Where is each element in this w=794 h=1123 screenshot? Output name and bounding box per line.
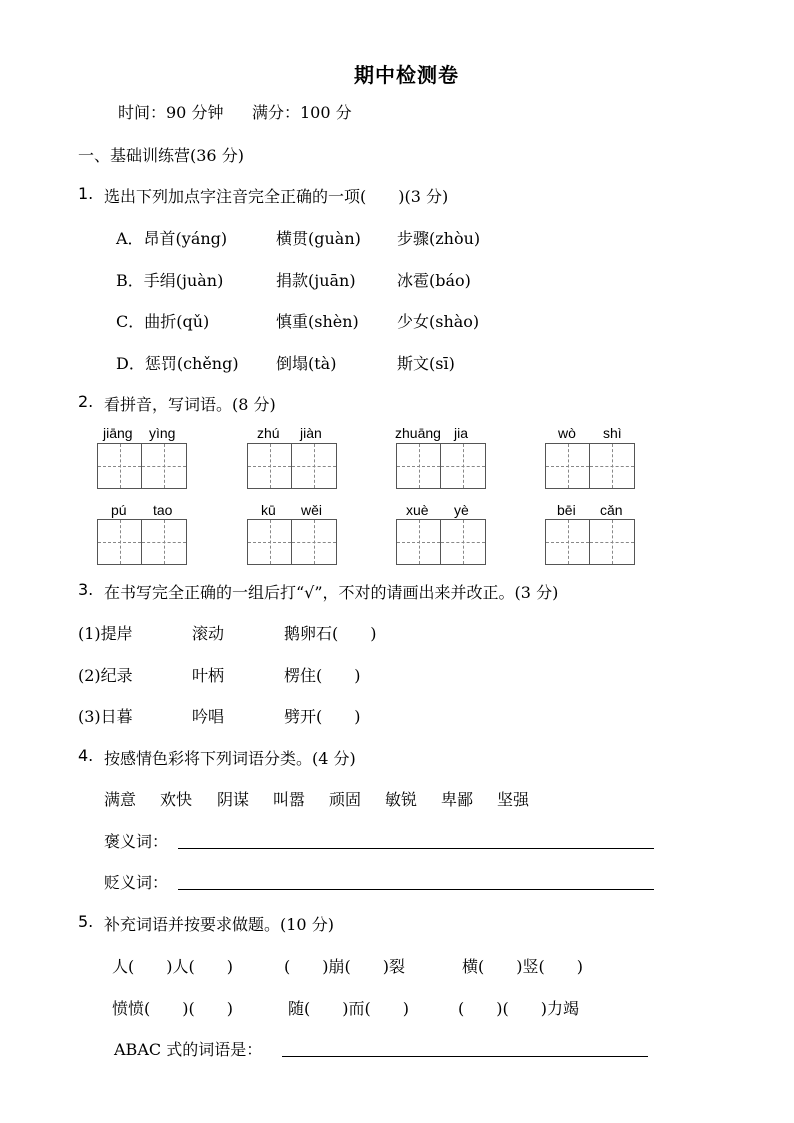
positive-label: 褒义词： (104, 832, 169, 851)
question-number: 1. (78, 184, 94, 203)
question-number: 3. (78, 580, 94, 599)
row-item: 叶柄 (192, 666, 225, 685)
word: 叫嚣 (273, 790, 306, 809)
question-number: 4. (78, 746, 94, 765)
question-prompt: 选出下列加点字注音完全正确的一项( )(3 分) (104, 187, 449, 206)
row-item: 楞住( ) (284, 666, 361, 685)
pinyin: wěi (301, 502, 323, 518)
writing-grid[interactable] (545, 443, 635, 489)
question-prompt: 在书写完全正确的一组后打“√”，不对的请画出来并改正。(3 分) (104, 583, 559, 602)
question-number: 2. (78, 392, 94, 411)
idiom-blank: 愤愤( )( ) (112, 999, 233, 1018)
option-label: D．惩罚(chěng) (116, 354, 239, 373)
word: 坚强 (497, 790, 530, 809)
pinyin: yè (454, 502, 469, 518)
negative-label: 贬义词： (104, 873, 169, 892)
pinyin: tao (153, 502, 173, 518)
row-item: 吟唱 (192, 707, 225, 726)
pinyin: yìng (149, 425, 176, 441)
word: 阴谋 (217, 790, 250, 809)
writing-grid[interactable] (545, 519, 635, 565)
pinyin: jia (454, 425, 469, 441)
row-item: 滚动 (192, 624, 225, 643)
idiom-blank: 人( )人( ) (112, 957, 233, 976)
idiom-blank: 随( )而( ) (288, 999, 409, 1018)
writing-grid[interactable] (97, 519, 187, 565)
word: 顽固 (329, 790, 362, 809)
option-word: 斯文(sī) (397, 354, 455, 373)
row-item: (2)纪录 (78, 666, 133, 685)
pinyin: pú (111, 502, 127, 518)
answer-line[interactable] (178, 848, 654, 849)
answer-line[interactable] (282, 1056, 648, 1057)
writing-grid[interactable] (396, 519, 486, 565)
full-score: 满分：100 分 (252, 103, 352, 122)
pinyin: bēi (557, 502, 576, 518)
pinyin: xuè (406, 502, 429, 518)
abac-label: ABAC 式的词语是： (114, 1040, 263, 1059)
idiom-blank: 横( )竖( ) (462, 957, 583, 976)
writing-grid[interactable] (247, 519, 337, 565)
pinyin: zhuāng (395, 425, 441, 441)
option-word: 少女(shào) (397, 312, 480, 331)
time-limit: 时间：90 分钟 (118, 103, 224, 122)
pinyin: jiāng (103, 425, 133, 441)
writing-grid[interactable] (97, 443, 187, 489)
pinyin: wò (558, 425, 576, 441)
row-item: 鹅卵石( ) (284, 624, 377, 643)
word: 卑鄙 (441, 790, 474, 809)
question-prompt: 按感情色彩将下列词语分类。(4 分) (104, 749, 356, 768)
page-title: 期中检测卷 (354, 63, 459, 87)
option-word: 横贯(guàn) (276, 229, 361, 248)
answer-line[interactable] (178, 889, 654, 890)
pinyin: jiàn (300, 425, 322, 441)
option-word: 慎重(shèn) (276, 312, 359, 331)
question-number: 5. (78, 912, 94, 931)
writing-grid[interactable] (396, 443, 486, 489)
pinyin: kū (261, 502, 276, 518)
option-word: 倒塌(tà) (276, 354, 337, 373)
word: 满意 (104, 790, 137, 809)
row-item: (1)提岸 (78, 624, 133, 643)
word: 敏锐 (385, 790, 418, 809)
pinyin: shì (603, 425, 622, 441)
option-word: 捐款(juān) (276, 271, 356, 290)
option-label: B．手绢(juàn) (116, 271, 224, 290)
question-prompt: 看拼音，写词语。(8 分) (104, 395, 276, 414)
idiom-blank: ( )( )力竭 (458, 999, 579, 1018)
option-word: 步骤(zhòu) (397, 229, 481, 248)
pinyin: cǎn (600, 502, 623, 518)
row-item: 劈开( ) (284, 707, 361, 726)
writing-grid[interactable] (247, 443, 337, 489)
word: 欢快 (160, 790, 193, 809)
option-word: 冰雹(báo) (397, 271, 471, 290)
question-prompt: 补充词语并按要求做题。(10 分) (104, 915, 334, 934)
option-label: C．曲折(qǔ) (116, 312, 210, 331)
row-item: (3)日暮 (78, 707, 133, 726)
option-label: A．昂首(yáng) (116, 229, 228, 248)
section-heading: 一、基础训练营(36 分) (78, 146, 244, 165)
pinyin: zhú (257, 425, 280, 441)
idiom-blank: ( )崩( )裂 (284, 957, 405, 976)
